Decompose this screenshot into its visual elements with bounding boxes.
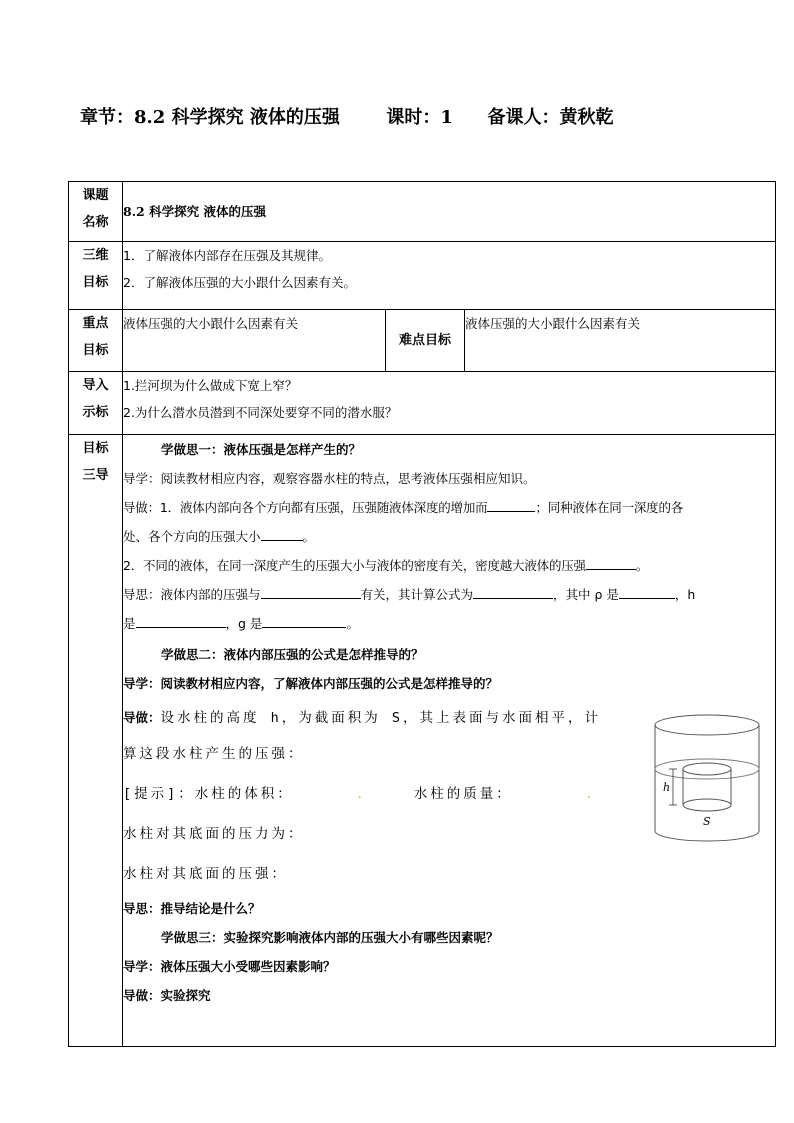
section-title: 学做思一：液体压强是怎样产生的？ xyxy=(161,442,362,457)
lesson-title: 8.2 科学探究 液体的压强 xyxy=(123,204,266,219)
fill-blank[interactable] xyxy=(261,586,361,599)
section-title: 学做思三：实验探究影响液体内部的压强大小有哪些因素呢？ xyxy=(161,930,499,945)
label-line: 名称 xyxy=(82,215,109,230)
label-key xyxy=(69,310,123,372)
pressure-line: 水柱对其底面的压强： xyxy=(123,866,288,882)
label-line: 三导 xyxy=(82,468,109,483)
chapter-info: 章节：8.2 科学探究 液体的压强 xyxy=(80,107,340,128)
guide-do: 导做：实验探究 xyxy=(123,988,211,1003)
text-segment: ，h xyxy=(674,587,696,602)
height-label: h xyxy=(663,781,671,794)
guide-do-line xyxy=(123,493,775,522)
text-segment: 。 xyxy=(346,616,359,631)
fill-blank[interactable] xyxy=(136,615,226,628)
force-line: 水柱对其底面的压力为： xyxy=(123,826,305,842)
fill-blank[interactable] xyxy=(586,557,636,570)
text-segment: 2．不同的液体，在同一深度产生的压强大小与液体的密度有关，密度越大液体的压强 xyxy=(123,558,586,573)
row-intro xyxy=(69,372,776,435)
text-segment: 水柱的质量： xyxy=(413,786,513,802)
section-title: 学做思二：液体内部压强的公式是怎样推导的？ xyxy=(161,647,424,662)
key-text: 液体压强的大小跟什么因素有关 xyxy=(123,316,299,331)
label-line: 课题 xyxy=(82,188,109,203)
text-segment: 设水柱的高度 h，为截面积为 S，其上表面与水面相平，计 xyxy=(160,710,602,726)
text-segment: 导思：液体内部的压强与 xyxy=(123,587,261,602)
label-intro xyxy=(69,372,123,435)
intro-question: 1.拦河坝为什么做成下宽上窄？ xyxy=(123,378,298,393)
difficulty-text: 液体压强的大小跟什么因素有关 xyxy=(465,316,641,331)
guide-think: 导思：推导结论是什么？ xyxy=(123,901,261,916)
fill-blank[interactable] xyxy=(619,586,675,599)
guide-do-line xyxy=(123,522,775,551)
guide-think-line xyxy=(123,580,775,609)
label-goals xyxy=(69,242,123,310)
label-guide xyxy=(69,435,123,1047)
page-header xyxy=(80,103,614,129)
text-segment: 导做：1．液体内部向各个方向都有压强，压强随液体深度的增加而 xyxy=(123,500,488,515)
goal-item: 2．了解液体压强的大小跟什么因素有关。 xyxy=(123,275,356,290)
guide-content xyxy=(123,435,776,1047)
row-title xyxy=(69,182,776,242)
fill-blank[interactable] xyxy=(487,499,535,512)
label-line: 目标 xyxy=(82,441,109,456)
text-segment: ，其中 ρ 是 xyxy=(553,587,619,602)
fill-blank[interactable] xyxy=(473,586,553,599)
text-segment: 。 xyxy=(635,558,649,573)
guide-learn: 导学：阅读教材相应内容，了解液体内部压强的公式是怎样推导的？ xyxy=(123,676,499,691)
fill-blank[interactable] xyxy=(262,615,346,628)
label-line: 三维 xyxy=(82,248,109,263)
row-guide xyxy=(69,435,776,1047)
dot-mark: . xyxy=(357,786,362,801)
label-line: 重点 xyxy=(82,316,109,331)
label-line: 导入 xyxy=(82,378,109,393)
guide-do-line xyxy=(123,551,775,580)
goal-item: 1．了解液体内部存在压强及其规律。 xyxy=(123,248,331,263)
guide-learn: 导学：液体压强大小受哪些因素影响？ xyxy=(123,959,336,974)
label-difficulty xyxy=(386,310,465,372)
text-segment: ；同种液体在同一深度的各 xyxy=(535,500,684,515)
guide-think-line xyxy=(123,609,775,638)
area-label: S xyxy=(703,815,711,828)
label-line: 目标 xyxy=(82,343,109,358)
text-segment: 导做： xyxy=(123,710,161,725)
lesson-info: 课时：1 xyxy=(386,107,453,128)
label-line: 示标 xyxy=(82,405,109,420)
title-content xyxy=(123,182,776,242)
guide-do-line: 算这段水柱产生的压强： xyxy=(123,746,305,762)
label-title xyxy=(69,182,123,242)
intro-content xyxy=(123,372,776,435)
text-segment: ，g 是 xyxy=(225,616,263,631)
lesson-plan-table xyxy=(68,181,776,1047)
intro-question: 2.为什么潜水员潜到不同深处要穿不同的潜水服？ xyxy=(123,405,398,420)
label-line: 目标 xyxy=(82,275,109,290)
text-segment: [提示]：水柱的体积： xyxy=(123,786,294,802)
fill-blank[interactable] xyxy=(261,528,303,541)
key-content xyxy=(123,310,386,372)
dot-mark: . xyxy=(586,786,591,801)
row-goals xyxy=(69,242,776,310)
text-segment: 处、各个方向的压强大小 xyxy=(123,529,261,544)
difficulty-content xyxy=(465,310,776,372)
preparer-info: 备课人：黄秋乾 xyxy=(487,107,614,128)
difficulty-label: 难点目标 xyxy=(398,333,451,348)
text-segment: 有关，其计算公式为 xyxy=(360,587,474,602)
goals-content xyxy=(123,242,776,310)
guide-learn: 导学：阅读教材相应内容，观察容器水柱的特点，思考液体压强相应知识。 xyxy=(123,471,536,486)
text-segment: 。 xyxy=(302,529,316,544)
text-segment: 是 xyxy=(123,616,136,631)
row-key xyxy=(69,310,776,372)
water-column-diagram xyxy=(647,713,765,849)
